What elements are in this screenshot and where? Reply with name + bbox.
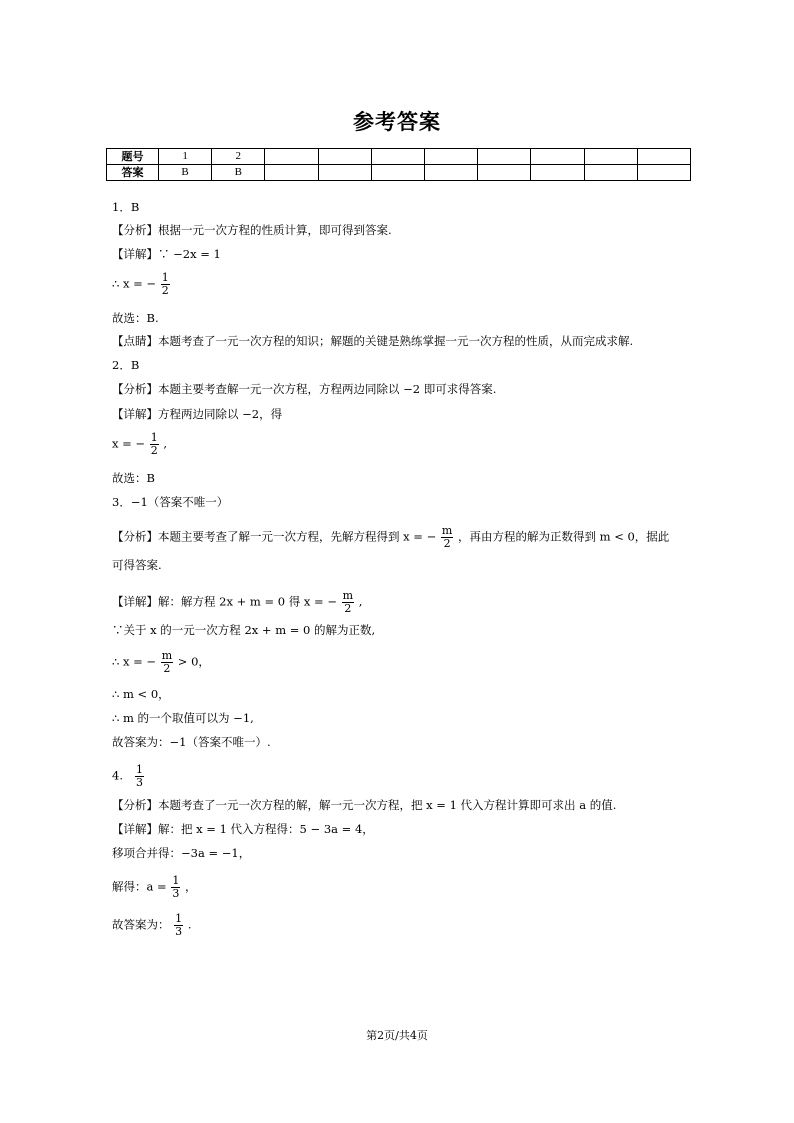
q4-heading-fraction — [135, 764, 144, 789]
fraction-denominator: 2 — [163, 662, 171, 675]
q1-detail-equation: −2x = 1 — [173, 247, 221, 261]
q3-heading: 3．−1（答案不唯一） — [112, 495, 229, 509]
q3-detail-1 — [112, 590, 362, 615]
q2-fraction — [150, 432, 159, 457]
q3-detail-5: ∴ m 的一个取值可以为 −1, — [112, 711, 254, 725]
q4-heading-number: 4. — [112, 768, 123, 783]
q1-fraction — [161, 272, 170, 297]
fraction-numerator: 1 — [150, 431, 158, 444]
fraction-denominator: 2 — [150, 444, 158, 457]
table-cell — [637, 165, 690, 181]
q3-detail-3-text: ∴ x = − — [112, 654, 157, 669]
q2-solution-text: x = − — [112, 436, 146, 451]
table-cell: 2 — [212, 149, 265, 165]
q3-detail-4: ∴ m < 0， — [112, 687, 170, 701]
table-cell: 1 — [159, 149, 212, 165]
q1-detail-label: 【详解】∵ — [112, 247, 170, 261]
q3-detail-3-fraction — [161, 650, 173, 675]
table-cell — [531, 165, 584, 181]
q4-heading — [112, 764, 145, 789]
row-label-answer: 答案 — [107, 165, 159, 181]
q1-analysis: 【分析】根据一元一次方程的性质计算，即可得到答案. — [112, 223, 392, 237]
fraction-denominator: 3 — [172, 887, 180, 900]
q4-detail-3-tail: ， — [184, 879, 197, 894]
q4-detail-4-tail: . — [187, 917, 192, 932]
table-cell — [424, 149, 477, 165]
q3-detail-1-text: 【详解】解：解方程 2x + m = 0 得 — [112, 594, 301, 609]
table-cell — [637, 149, 690, 165]
fraction-numerator: m — [441, 524, 453, 537]
q2-choice: 故选：B — [112, 471, 155, 485]
table-row-numbers — [107, 149, 691, 165]
table-cell — [265, 165, 318, 181]
q3-analysis-text-b: ，再由方程的解为正数得到 m < 0，据此 — [457, 529, 670, 544]
q3-detail-2: ∵关于 x 的一元一次方程 2x + m = 0 的解为正数, — [112, 623, 376, 637]
fraction-numerator: 1 — [161, 271, 169, 284]
table-cell — [531, 149, 584, 165]
q3-analysis-fraction — [441, 525, 453, 550]
q3-detail-6: 故答案为：−1（答案不唯一）. — [112, 735, 271, 749]
q4-detail-2: 移项合并得：−3a = −1， — [112, 846, 251, 860]
q3-detail-1-fraction — [342, 590, 354, 615]
fraction-numerator: m — [342, 589, 354, 602]
q3-analysis-text-a: 【分析】本题主要考查了解一元一次方程，先解方程得到 — [112, 529, 400, 544]
q1-detail — [112, 246, 221, 262]
q2-solution-tail: , — [163, 436, 168, 451]
page-footer: 第2页/共4页 — [366, 1029, 428, 1042]
fraction-numerator: 1 — [172, 874, 180, 887]
q3-detail-1-eq: x = − — [303, 594, 337, 609]
q4-detail-1: 【详解】解：把 x = 1 代入方程得：5 − 3a = 4， — [112, 822, 374, 836]
fraction-numerator: m — [161, 649, 173, 662]
q1-heading: 1．B — [112, 200, 140, 214]
fraction-numerator: 1 — [175, 912, 183, 925]
fraction-denominator: 3 — [175, 925, 183, 938]
table-cell — [584, 149, 637, 165]
q3-detail-3-tail: > 0， — [177, 654, 210, 669]
table-cell — [371, 149, 424, 165]
q1-comment: 【点睛】本题考查了一元一次方程的知识；解题的关键是熟练掌握一元一次方程的性质，从而完成求解. — [112, 334, 634, 348]
q1-therefore — [112, 272, 171, 297]
q1-choice: 故选：B. — [112, 311, 159, 325]
answer-table — [106, 148, 691, 181]
table-cell: B — [212, 165, 265, 181]
table-cell — [478, 165, 531, 181]
q2-analysis: 【分析】本题主要考查解一元一次方程，方程两边同除以 −2 即可求得答案. — [112, 382, 497, 396]
table-cell — [371, 165, 424, 181]
q4-detail-4-fraction — [174, 913, 183, 938]
q3-detail-1-tail: , — [358, 594, 363, 609]
q4-detail-3-text: 解得：a = — [112, 879, 167, 894]
q2-solution — [112, 432, 167, 457]
q4-detail-3-fraction — [171, 875, 180, 900]
table-cell: B — [159, 165, 212, 181]
q4-detail-4 — [112, 913, 191, 938]
fraction-denominator: 3 — [135, 776, 143, 789]
table-cell — [424, 165, 477, 181]
q3-detail-3 — [112, 650, 210, 675]
table-cell — [265, 149, 318, 165]
table-row-answers — [107, 165, 691, 181]
q3-analysis-cont: 可得答案. — [112, 558, 162, 572]
q4-detail-4-text: 故答案为： — [112, 917, 170, 932]
fraction-denominator: 2 — [161, 284, 169, 297]
table-cell — [318, 149, 371, 165]
table-cell — [584, 165, 637, 181]
q4-detail-3 — [112, 875, 196, 900]
page-title: 参考答案 — [353, 110, 441, 134]
table-cell — [318, 165, 371, 181]
q1-therefore-text: ∴ x = − — [112, 276, 157, 291]
q3-analysis — [112, 525, 669, 550]
fraction-denominator: 2 — [443, 537, 451, 550]
fraction-numerator: 1 — [135, 763, 143, 776]
q4-analysis: 【分析】本题考查了一元一次方程的解，解一元一次方程，把 x = 1 代入方程计算即可求出 a 的值. — [112, 798, 617, 812]
q2-detail: 【详解】方程两边同除以 −2，得 — [112, 407, 283, 421]
fraction-denominator: 2 — [344, 602, 352, 615]
q3-analysis-eq: x = − — [403, 529, 437, 544]
row-label-number: 题号 — [107, 149, 159, 165]
q2-heading: 2．B — [112, 358, 140, 372]
table-cell — [478, 149, 531, 165]
